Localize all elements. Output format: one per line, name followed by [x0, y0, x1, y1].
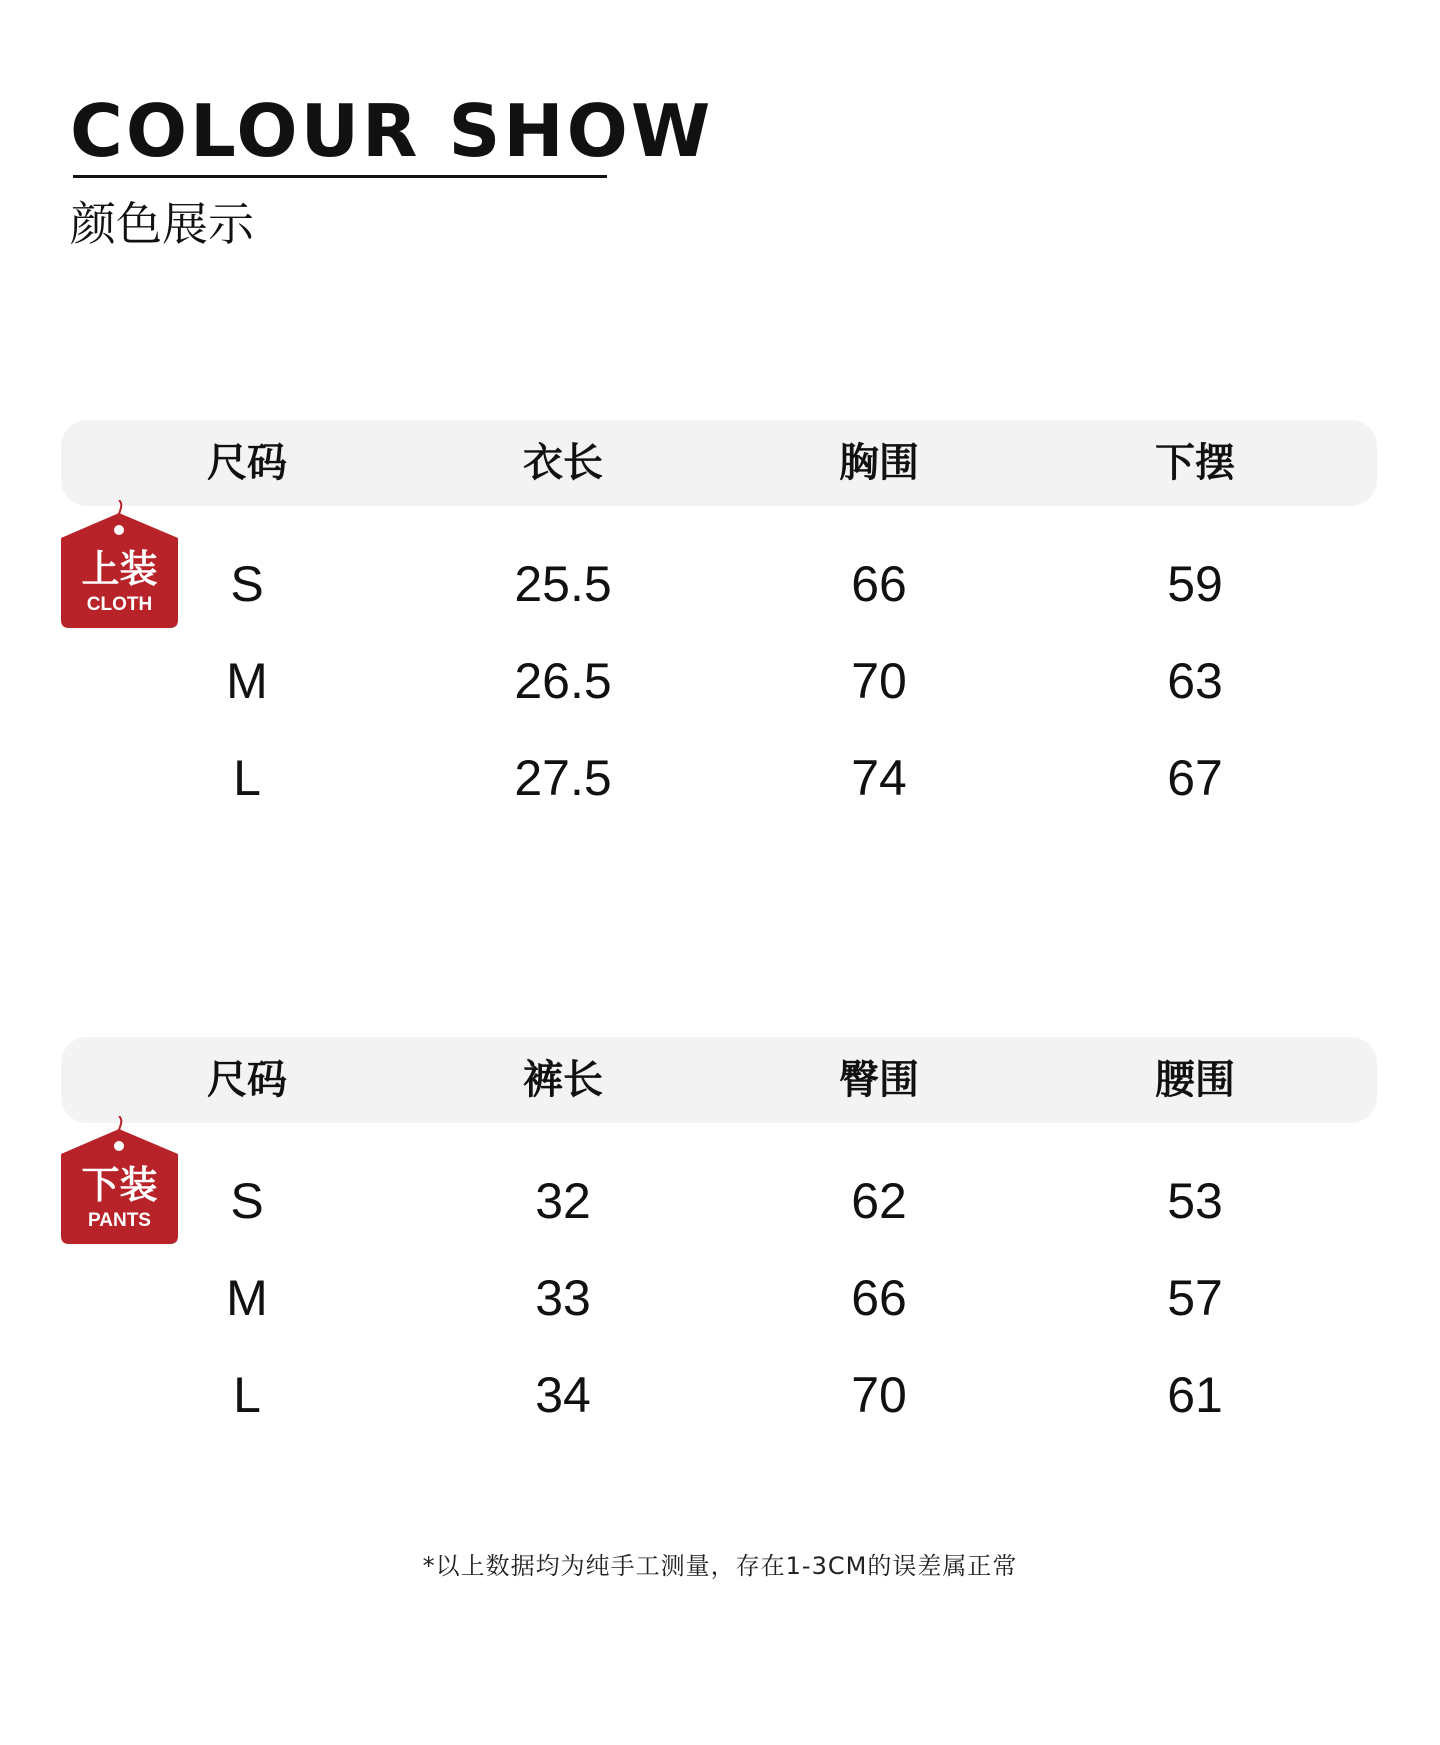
size-cell: M — [226, 1270, 268, 1326]
tops-size-table — [61, 420, 1377, 827]
size-cell: S — [230, 1173, 264, 1229]
hem-cell: 67 — [1167, 750, 1223, 806]
bottoms-tag-badge — [61, 1116, 178, 1244]
column-header-size: 尺码 — [207, 440, 287, 486]
column-header-hip: 臀围 — [839, 1057, 919, 1103]
pants-length-cell: 32 — [535, 1173, 591, 1229]
page-subtitle: 颜色展示 — [70, 197, 254, 251]
size-cell: L — [233, 1367, 261, 1423]
column-header-length: 衣长 — [523, 440, 603, 486]
bottoms-size-table — [61, 1037, 1377, 1444]
length-cell: 27.5 — [514, 750, 612, 806]
table-row — [61, 730, 1377, 827]
table-header — [61, 1037, 1377, 1123]
page-title: COLOUR SHOW — [70, 89, 714, 173]
column-header-pants-length: 裤长 — [523, 1057, 603, 1103]
measurement-footnote: *以上数据均为纯手工测量，存在1-3CM的误差属正常 — [422, 1552, 1018, 1580]
size-cell: M — [226, 653, 268, 709]
column-header-hem: 下摆 — [1155, 440, 1235, 486]
waist-cell: 57 — [1167, 1270, 1223, 1326]
tag-title: 上装 — [81, 547, 158, 591]
tag-title: 下装 — [81, 1163, 158, 1207]
column-header-size: 尺码 — [207, 1057, 287, 1103]
chest-cell: 70 — [851, 653, 907, 709]
hip-cell: 66 — [851, 1270, 907, 1326]
table-row — [61, 1153, 1377, 1250]
hem-cell: 63 — [1167, 653, 1223, 709]
hip-cell: 62 — [851, 1173, 907, 1229]
chest-cell: 74 — [851, 750, 907, 806]
table-row — [61, 536, 1377, 633]
table-row — [61, 1347, 1377, 1444]
tag-subtitle: CLOTH — [86, 594, 153, 615]
hip-cell: 70 — [851, 1367, 907, 1423]
tag-subtitle: PANTS — [88, 1210, 151, 1231]
table-row — [61, 1250, 1377, 1347]
title-underline — [73, 175, 607, 178]
pants-length-cell: 33 — [535, 1270, 591, 1326]
waist-cell: 53 — [1167, 1173, 1223, 1229]
chest-cell: 66 — [851, 556, 907, 612]
hem-cell: 59 — [1167, 556, 1223, 612]
length-cell: 25.5 — [514, 556, 612, 612]
table-header — [61, 420, 1377, 506]
size-cell: S — [230, 556, 264, 612]
column-header-chest: 胸围 — [839, 440, 919, 486]
waist-cell: 61 — [1167, 1367, 1223, 1423]
length-cell: 26.5 — [514, 653, 612, 709]
tops-tag-badge — [61, 500, 178, 628]
pants-length-cell: 34 — [535, 1367, 591, 1423]
table-body — [61, 536, 1377, 827]
table-row — [61, 633, 1377, 730]
size-cell: L — [233, 750, 261, 806]
column-header-waist: 腰围 — [1155, 1057, 1235, 1103]
table-body — [61, 1153, 1377, 1444]
